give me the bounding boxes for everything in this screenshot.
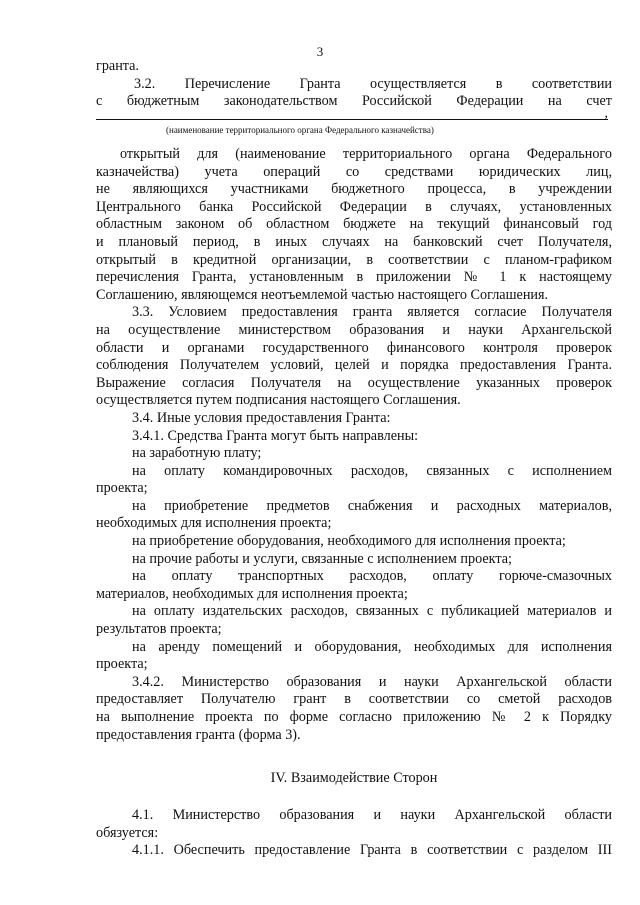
body-line: на прочие работы и услуги, связанные с исполнением проекта; [132, 550, 512, 567]
blank-underline-row [0, 106, 640, 121]
body-line: и плановый период, в иных случаях на банковский счет Получателя, [96, 233, 612, 250]
blank-caption-row [96, 124, 612, 136]
body-line: 3.4.1. Средства Гранта могут быть направлены: [132, 427, 419, 444]
section-heading: IV. Взаимодействие Сторон [270, 770, 438, 786]
page-number: 3 [316, 44, 324, 59]
body-line: 3.3. Условием предоставления гранта является согласие Получателя [132, 304, 612, 321]
body-line: на заработную плату; [132, 445, 262, 462]
body-line: проекта; [96, 480, 148, 497]
body-line: открытый для (наименование территориального органа Федерального [120, 146, 612, 162]
blank-comma: , [604, 106, 608, 121]
section-iv-line: 4.1. Министерство образования и науки Архангельской области [132, 807, 612, 823]
body-line: казначейства) учета операций со средствами юридических лиц, [96, 163, 612, 180]
body-line: Выражение согласия Получателя на осуществление указанных проверок [96, 374, 612, 391]
body-line: 3.4.2. Министерство образования и науки Архангельской области [132, 673, 612, 690]
blank-underline [96, 106, 608, 121]
section-iv-line: обязуется: [96, 824, 159, 841]
body-line: областным законом об областном бюджете на текущий финансовый год [96, 216, 612, 233]
body-line: 3.4. Иные условия предоставления Гранта: [132, 409, 391, 426]
body-line: не являющихся участниками бюджетного процесса, в учреждении [96, 181, 612, 198]
body-line: на приобретение предметов снабжения и расходных материалов, [132, 497, 612, 514]
intro-line: гранта. [96, 58, 140, 74]
section-iv-line: 4.1.1. Обеспечить предоставление Гранта в соответствии с разделом III [132, 842, 612, 859]
body-line: на приобретение оборудования, необходимого для исполнения проекта; [132, 533, 566, 550]
body-line: осуществляется путем подписания настоящего Соглашения. [96, 392, 461, 409]
body-line: результатов проекта; [96, 621, 222, 638]
body-line: на аренду помещений и оборудования, необходимых для исполнения [132, 638, 612, 655]
body-line: необходимых для исполнения проекта; [96, 515, 332, 532]
body-line: предоставления гранта (форма 3). [96, 726, 301, 743]
body-line: на оплату издательских расходов, связанных с публикацией материалов и [132, 603, 612, 620]
body-line: Соглашению, являющемся неотъемлемой частью настоящего Соглашения. [96, 286, 549, 303]
blank-caption: (наименование территориального органа Федерального казначейства) [166, 125, 434, 135]
body-line: перечисления Гранта, установленным в приложении № 1 к настоящему [96, 269, 612, 286]
text-block-body [96, 146, 612, 744]
body-line: на оплату командировочных расходов, связанных с исполнением [132, 462, 612, 479]
body-line: материалов, необходимых для исполнения проекта; [96, 585, 408, 602]
intro-line: 3.2. Перечисление Гранта осуществляется в соответствии [134, 75, 612, 92]
body-line: открытый в кредитной организации, в соответствии с планом-графиком [96, 251, 612, 268]
body-line: соблюдения Получателем условий, целей и порядка предоставления Гранта. [96, 357, 612, 374]
intro-line: с бюджетным законодательством Российской Федерации на счет [96, 93, 612, 110]
text-block-intro [96, 58, 612, 111]
body-line: на осуществление министерством образования и науки Архангельской [96, 321, 612, 338]
body-line: предоставляет Получателю грант в соответствии со сметой расходов [96, 691, 612, 708]
body-line: проекта; [96, 656, 148, 673]
body-line: на выполнение проекта по форме согласно приложению № 2 к Порядку [96, 709, 612, 725]
text-block-section-iv [96, 807, 612, 860]
body-line: Центрального банка Российской Федерации в случаях, установленных [96, 198, 612, 215]
body-line: на оплату транспортных расходов, оплату горюче-смазочных [132, 568, 612, 585]
body-line: области и органами государственного финансового контроля проверок [96, 339, 612, 356]
